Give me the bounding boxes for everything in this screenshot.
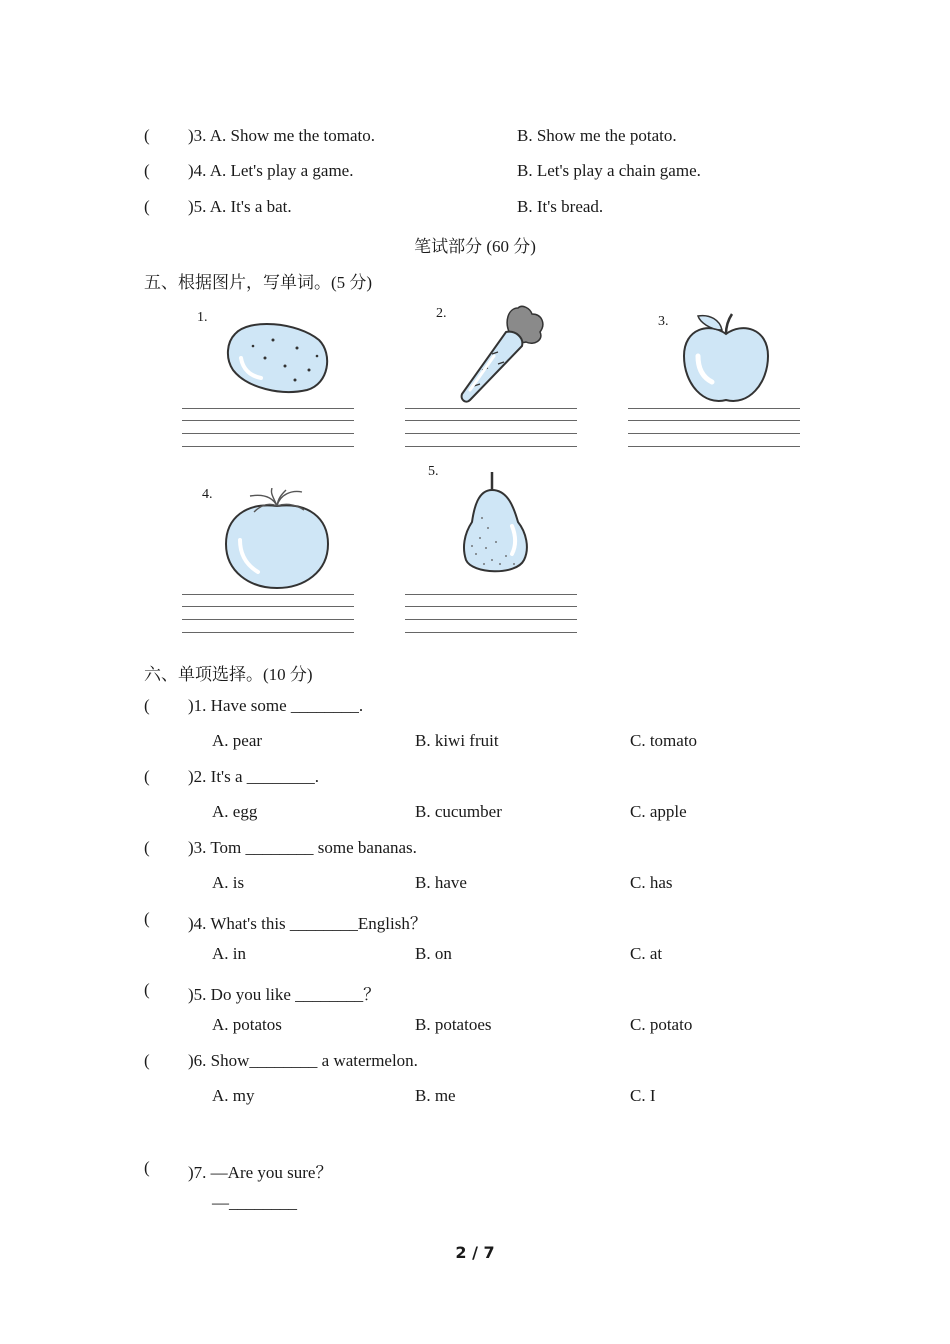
option-b: B. cucumber bbox=[415, 802, 502, 821]
option-b: B. potatoes bbox=[415, 1015, 492, 1034]
question-text: )3. A. Show me the tomato. bbox=[188, 126, 375, 145]
question-text: )5. A. It's a bat. bbox=[188, 197, 292, 216]
page-number: 2 / 7 bbox=[455, 1243, 495, 1262]
writing-line bbox=[405, 632, 577, 633]
option-a: A. in bbox=[212, 944, 246, 963]
paren: ( bbox=[144, 767, 150, 786]
option-b: B. Show me the potato. bbox=[517, 126, 677, 145]
writing-line bbox=[628, 420, 800, 421]
written-section-title: 笔试部分 (60 分) bbox=[414, 237, 536, 256]
writing-line bbox=[182, 408, 354, 409]
writing-line bbox=[628, 446, 800, 447]
item-number: 3. bbox=[658, 314, 669, 329]
option-a: A. pear bbox=[212, 731, 263, 750]
question-text: )1. Have some ________. bbox=[188, 696, 364, 715]
item-number: 1. bbox=[197, 310, 208, 325]
pear-icon bbox=[458, 468, 534, 578]
question-text: )5. Do you like ________？ bbox=[188, 985, 381, 1004]
question-text: )2. It's a ________. bbox=[188, 767, 320, 786]
option-c: C. potato bbox=[630, 1015, 693, 1034]
writing-line bbox=[182, 433, 354, 434]
section6-title: 六、单项选择。(10 分) bbox=[144, 665, 313, 684]
option-a: A. potatos bbox=[212, 1015, 282, 1034]
paren: ( bbox=[144, 1051, 150, 1070]
writing-line bbox=[405, 408, 577, 409]
option-c: C. tomato bbox=[630, 731, 698, 750]
option-b: B. have bbox=[415, 873, 467, 892]
paren: ( bbox=[144, 126, 150, 145]
writing-line bbox=[182, 606, 354, 607]
writing-line bbox=[405, 606, 577, 607]
item-number: 4. bbox=[202, 487, 213, 502]
writing-line bbox=[628, 408, 800, 409]
paren: ( bbox=[144, 161, 150, 180]
question-text: )6. Show________ a watermelon. bbox=[188, 1051, 418, 1070]
question-text: )4. What's this ________English？ bbox=[188, 914, 427, 933]
question-text: )3. Tom ________ some bananas. bbox=[188, 838, 417, 857]
writing-line bbox=[182, 632, 354, 633]
writing-line bbox=[405, 420, 577, 421]
carrot-icon bbox=[458, 304, 550, 406]
paren: ( bbox=[144, 909, 150, 928]
option-b: B. me bbox=[415, 1086, 456, 1105]
option-c: C. I bbox=[630, 1086, 656, 1105]
writing-line bbox=[182, 594, 354, 595]
writing-line bbox=[182, 446, 354, 447]
item-number: 5. bbox=[428, 464, 439, 479]
tomato-icon bbox=[222, 488, 332, 592]
paren: ( bbox=[144, 197, 150, 216]
paren: ( bbox=[144, 838, 150, 857]
item-number: 2. bbox=[436, 306, 447, 321]
option-b: B. on bbox=[415, 944, 452, 963]
potato-icon bbox=[225, 318, 333, 396]
question-text: )4. A. Let's play a game. bbox=[188, 161, 354, 180]
paren: ( bbox=[144, 1158, 150, 1177]
option-a: A. egg bbox=[212, 802, 258, 821]
writing-line bbox=[405, 619, 577, 620]
option-c: C. has bbox=[630, 873, 673, 892]
question-text: )7. —Are you sure？ bbox=[188, 1163, 333, 1182]
paren: ( bbox=[144, 696, 150, 715]
option-c: C. apple bbox=[630, 802, 687, 821]
writing-line bbox=[182, 420, 354, 421]
answer-blank: —________ bbox=[212, 1193, 297, 1212]
writing-line bbox=[405, 433, 577, 434]
writing-line bbox=[182, 619, 354, 620]
option-c: C. at bbox=[630, 944, 663, 963]
option-b: B. Let's play a chain game. bbox=[517, 161, 701, 180]
writing-line bbox=[628, 433, 800, 434]
section5-title: 五、根据图片，写单词。(5 分) bbox=[144, 273, 373, 292]
paren: ( bbox=[144, 980, 150, 999]
apple-icon bbox=[680, 312, 772, 406]
writing-line bbox=[405, 594, 577, 595]
option-a: A. my bbox=[212, 1086, 255, 1105]
writing-line bbox=[405, 446, 577, 447]
option-b: B. It's bread. bbox=[517, 197, 604, 216]
option-b: B. kiwi fruit bbox=[415, 731, 499, 750]
option-a: A. is bbox=[212, 873, 245, 892]
